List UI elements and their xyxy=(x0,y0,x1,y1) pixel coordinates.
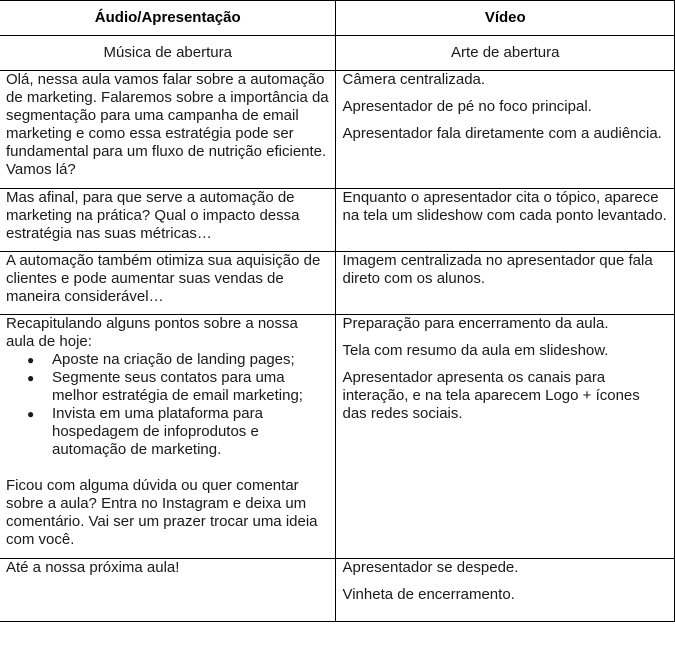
table-row xyxy=(0,559,675,622)
table-row xyxy=(0,252,675,315)
audio-text: A automação também otimiza sua aquisição de clientes e pode aumentar suas vendas de maneira considerável… xyxy=(6,252,321,305)
audio-cell xyxy=(0,252,336,315)
video-text: Apresentador se despede. xyxy=(342,559,519,576)
video-cell xyxy=(336,189,675,252)
video-cell xyxy=(336,71,675,189)
list-item xyxy=(27,369,329,405)
bullet-icon: ● xyxy=(27,407,35,421)
bullet-icon: ● xyxy=(27,353,35,367)
header-audio: Áudio/Apresentação xyxy=(0,1,336,36)
header-video: Vídeo xyxy=(336,1,675,36)
audio-cell xyxy=(0,559,336,622)
video-cell xyxy=(336,315,675,559)
header-row xyxy=(0,1,675,36)
video-cell xyxy=(336,559,675,622)
video-text: Apresentador de pé no foco principal. xyxy=(342,98,592,115)
video-text: Tela com resumo da aula em slideshow. xyxy=(342,342,609,359)
table-row xyxy=(0,189,675,252)
video-text: Preparação para encerramento da aula. xyxy=(342,315,609,332)
audio-intro: Recapitulando alguns pontos sobre a nossa aula de hoje: xyxy=(6,315,298,350)
list-item-text: Aposte na criação de landing pages; xyxy=(52,351,295,368)
table-row xyxy=(0,315,675,559)
audio-outro: Ficou com alguma dúvida ou quer comentar sobre a aula? Entra no Instagram e deixa um comentário. Vai ser um prazer trocar uma ideia com você. xyxy=(6,477,318,548)
recap-list xyxy=(6,351,329,459)
audio-cell xyxy=(0,189,336,252)
video-text: Apresentador fala diretamente com a audiência. xyxy=(342,125,662,142)
audio-cell xyxy=(0,315,336,559)
list-item-text: Invista em uma plataforma para hospedagem de infoprodutos e automação de marketing. xyxy=(52,405,263,458)
bullet-icon: ● xyxy=(27,371,35,385)
video-text: Câmera centralizada. xyxy=(342,71,486,88)
audio-text: Olá, nessa aula vamos falar sobre a automação de marketing. Falaremos sobre a importância da segmentação para uma campanha de email marketing e como essa estratégia pode ser fundamental para um fluxo de nutrição eficiente. Vamos lá? xyxy=(6,71,329,178)
opening-row xyxy=(0,36,675,71)
video-text: Apresentador apresenta os canais para interação, e na tela aparecem Logo + ícones das redes sociais. xyxy=(342,369,640,422)
opening-video: Arte de abertura xyxy=(336,36,675,71)
audio-cell xyxy=(0,71,336,189)
video-text: Imagem centralizada no apresentador que fala direto com os alunos. xyxy=(342,252,653,287)
video-text: Enquanto o apresentador cita o tópico, aparece na tela um slideshow com cada ponto levantado. xyxy=(342,189,667,224)
table-row xyxy=(0,71,675,189)
video-text: Vinheta de encerramento. xyxy=(342,586,515,603)
audio-text: Mas afinal, para que serve a automação de marketing na prática? Qual o impacto dessa estratégia nas suas métricas… xyxy=(6,189,300,242)
list-item-text: Segmente seus contatos para uma melhor estratégia de email marketing; xyxy=(52,369,303,404)
opening-audio: Música de abertura xyxy=(0,36,336,71)
list-item xyxy=(27,351,329,369)
audio-text: Até a nossa próxima aula! xyxy=(6,559,180,576)
list-item xyxy=(27,405,329,459)
video-cell xyxy=(336,252,675,315)
